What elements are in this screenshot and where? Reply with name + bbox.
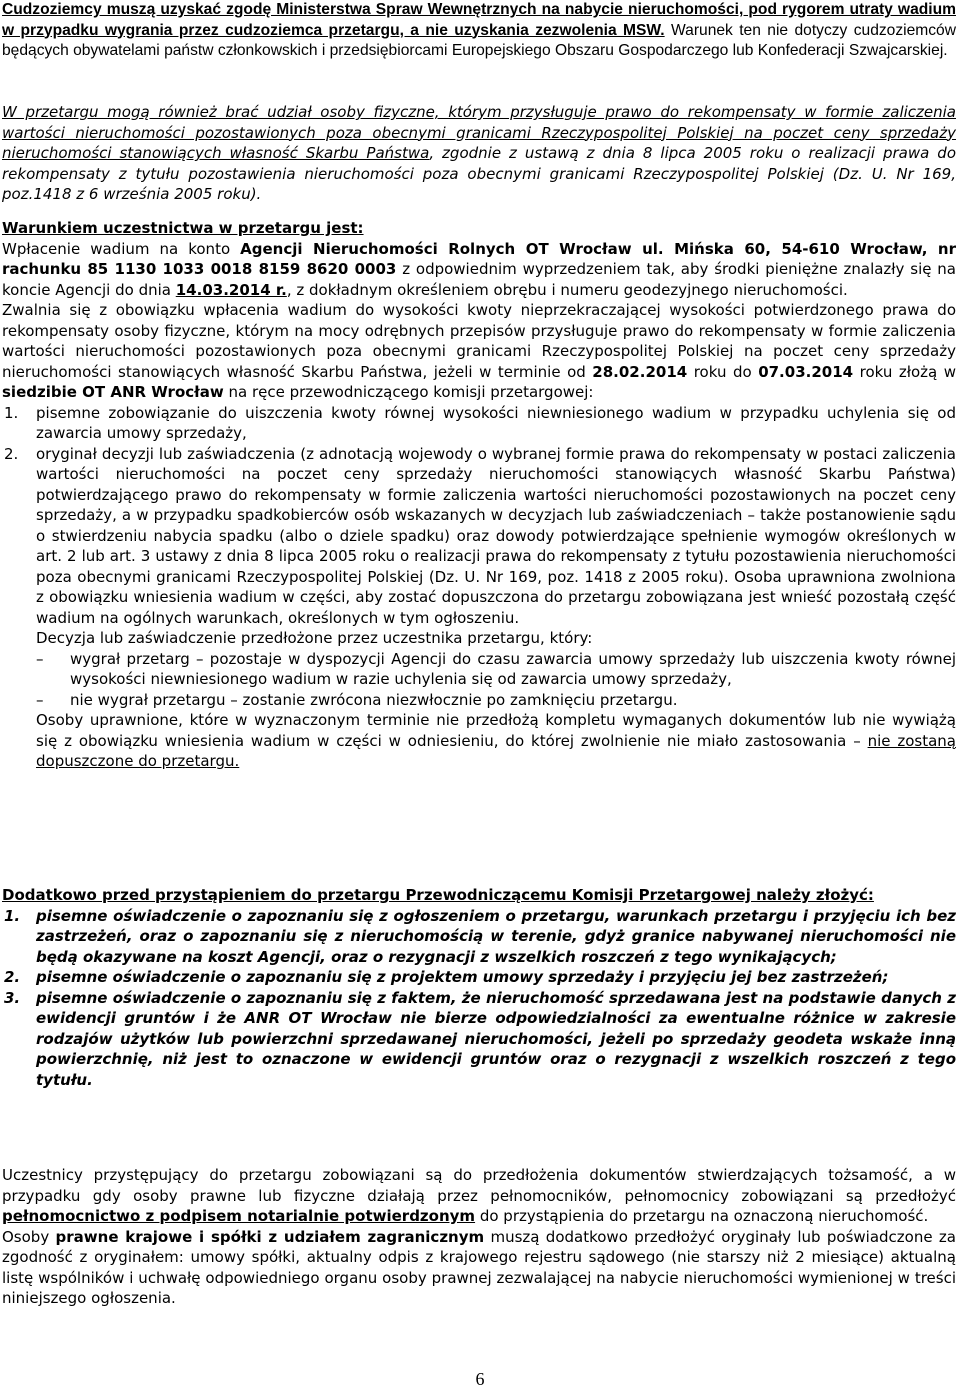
exemption-date-to: 07.03.2014 [758,362,854,381]
wadium-paragraph [2,239,956,301]
conditions-section [2,218,956,772]
foreigners-paragraph [2,0,956,62]
compensation-rest-text: , zgodnie z ustawą z dnia 8 lipca 2005 roku o realizacji prawa do rekompensaty z tytułu pozostawienia nieruchomości poza obecnymi granicami Rzeczypospolitej Polskiej (Dz. U. Nr 169, poz.1418 z 6 września 2005 roku). [2,144,957,203]
decision-intro: Decyzja lub zaświadczenie przedłożone przez uczestnika przetargu, który: [36,629,593,647]
legal-text-b: muszą dodatkowo przedłożyć oryginały lub poświadczone za zgodność z oryginałem: umowy spółki, aktualny odpis z krajowego rejestru sądowego (nie starszy niż 2 miesiące) aktualną listę wspólników i uchwałę odpowiedniego organu osoby prawnej zezwalającej na nabycie nieruchomości wymienionej w treści niniejszego ogłoszenia. [2,1227,956,1307]
additional-heading: Dodatkowo przed przystąpieniem do przetargu Przewodniczącemu Komisji Przetargowej należy złożyć: [2,886,874,904]
final-section [2,1165,956,1309]
list-item-text: oryginał decyzji lub zaświadczenia (z adnotacją wojewody o wybranej formie prawa do rekompensaty w postaci zaliczenia wartości nieruchomości na poczet ceny sprzedaży nieruchomości stanowiących własność Skarbu Państwa) potwierdzającego prawo do rekompensaty w formie zaliczenia wartości nieruchomości pozostawionych na poczet ceny sprzedaży, a w przypadku spadkobierców osób wskazanych w decyzjach lub zaświadczeniach – także postanowienie sądu o stwierdzeniu nabycia spadku (albo o dziele spadku) oraz dowody potwierdzające spełnienie wymogów określonych w art. 2 lub art. 3 ustawy z dnia 8 lipca 2005 roku o realizacji prawa do rekompensaty z tytułu pozostawienia nieruchomości poza obecnymi granicami Rzeczypospolitej Polskiej (Dz. U. Nr 169, poz. 1418 z 2005 roku). Osoba uprawniona zwolniona z obowiązku wniesienia wadium w części, aby zostać dopuszczona do przetargu zobowiązana jest wnieść pozostałą część wadium na ogólnych warunkach, określonych w tym ogłoszeniu. [36,444,956,627]
identity-text-a: Uczestnicy przystępujący do przetargu zobowiązani są do przedłożenia dokumentów stwierdzających tożsamość, a w przypadku gdy osoby prawne lub fizyczne działają przez pełnomocników, pełnomocnicy zobowiązani są przedłożyć [2,1166,956,1205]
wadium-text-c: , z dokładnym określeniem obrębu i numeru geodezyjnego nieruchomości. [286,280,848,299]
power-of-attorney: pełnomocnictwo z podpisem notarialnie potwierdzonym [2,1207,476,1225]
conditions-heading: Warunkiem uczestnictwa w przetargu jest: [2,219,364,237]
legal-entities-paragraph [2,1227,956,1309]
list-item [2,988,956,1091]
list-item [2,906,956,968]
wadium-text-b: z odpowiednim wyprzedzeniem tak, aby środki pieniężne znalazły się na koncie Agencji do dnia [2,260,956,299]
dash-item-text: nie wygrał przetargu – zostanie zwrócona niezwłocznie po zamknięciu przetargu. [70,690,678,709]
wadium-deadline: 14.03.2014 r. [175,280,287,299]
wadium-text-a: Wpłacenie wadium na konto [2,239,241,258]
not-admitted-text: Osoby uprawnione, które w wyznaczonym terminie nie przedłożą kompletu wymaganych dokumentów lub nie wywiążą się z obowiązku wniesienia wadium w części w odniesieniu, do której zwolnienie nie miało zastosowania – [36,711,956,750]
list-item-text: pisemne oświadczenie o zapoznaniu się z ogłoszeniem o przetargu, warunkach przetargu i przyjęciu ich bez zastrzeżeń, oraz o zapoznaniu się z nieruchomością w terenie, gdyż granice nabywanej nieruchomości nie będą okazywane na koszt Agencji, oraz o rezygnacji z wszelkich roszczeń z tego wynikających; [36,906,956,966]
list-item-number: 2. [4,968,21,986]
list-item-text: pisemne oświadczenie o zapoznaniu się z faktem, że nieruchomość sprzedawana jest na podstawie danych z ewidencji gruntów i że ANR OT Wrocław nie bierze odpowiedzialności za ewentualne różnice w zakresie rodzajów użytków lub powierzchni sprzedawanej nieruchomości, jeżeli po sprzedaży geodeta wskaże inną powierzchnię, niż jest to oznaczone w ewidencji gruntów oraz o rezygnacji z wszelkich roszczeń z tego tytułu. [36,988,956,1089]
dash-list-item [2,649,956,690]
foreigners-rest-text: Warunek ten nie dotyczy cudzoziemców będących obywatelami państw członkowskich i przedsiębiorcami Europejskiego Obszaru Gospodarczego lub Konfederacji Szwajcarskiej. [2,21,956,59]
not-admitted-underlined: nie zostaną dopuszczone do przetargu. [36,731,956,770]
list-item [2,967,956,988]
list-item-text: pisemne oświadczenie o zapoznaniu się z projektem umowy sprzedaży i przyjęciu jej bez zastrzeżeń; [36,968,889,986]
compensation-underlined-text: W przetargu mogą również brać udział osoby fizyczne, którym przysługuje prawo do rekompensaty w formie zaliczenia wartości nieruchomości pozostawionych poza obecnymi granicami Rzeczypospolitej Polskiej na poczet ceny sprzedaży nieruchomości stanowiących własność Skarbu Państwa [2,103,956,162]
identity-text-b: do przystąpienia do przetargu na oznaczoną nieruchomość. [475,1207,929,1225]
legal-text-a: Osoby [2,1227,56,1246]
dash-list-item [2,690,956,711]
exemption-place: siedzibie OT ANR Wrocław [2,383,224,401]
foreigners-bold-text: Cudzoziemcy muszą uzyskać zgodę Ministerstwa Spraw Wewnętrznych na nabycie nieruchomości, pod rygorem utraty wadium w przypadku wygrania przez cudzoziemca przetargu, a nie uzyskania zezwolenia MSW. [2,1,956,39]
exemption-date-from: 28.02.2014 [592,362,688,381]
list-item-number: 3. [4,988,21,1007]
legal-entities-bold: prawne krajowe i spółki z udziałem zagranicznym [55,1227,485,1246]
compensation-paragraph [2,102,956,205]
list-item [2,403,956,444]
dash-mark: – [36,690,44,709]
exemption-text-c: roku złożą w [853,362,957,381]
additional-section [2,885,956,1090]
dash-mark: – [36,649,44,668]
exemption-paragraph [2,300,956,403]
exemption-text-b: roku do [687,362,759,381]
not-admitted-paragraph [2,710,956,772]
list-item-number: 1. [4,906,21,925]
list-item [2,444,956,629]
page-number: 6 [475,1369,485,1389]
list-item-text: pisemne zobowiązanie do uiszczenia kwoty równej wysokości niewniesionego wadium w przypadku uchylenia się od zawarcia umowy sprzedaży, [36,403,956,442]
agency-account: Agencji Nieruchomości Rolnych OT Wrocław ul. Mińska 60, 54-610 Wrocław, nr rachunku 85 1130 1033 0018 8159 8620 0003 [2,239,956,278]
dash-item-text: wygrał przetarg – pozostaje w dyspozycji Agencji do czasu zawarcia umowy sprzedaży lub uiszczenia kwoty równej wysokości niewniesionego wadium w razie uchylenia się od zawarcia umowy sprzedaży, [70,649,956,688]
list-item-number: 2. [4,444,19,463]
exemption-text-a: Zwalnia się z obowiązku wpłacenia wadium do wysokości kwoty nieprzekraczającej wysokości potwierdzonego prawa do rekompensaty osoby fizyczne, którym na mocy odrębnych przepisów przysługuje prawo do rekompensaty w formie zaliczenia wartości nieruchomości pozostawionych poza obecnymi granicami Rzeczypospolitej Polskiej na poczet ceny sprzedaży nieruchomości stanowiących własność Skarbu Państwa, jeżeli w terminie od [2,301,956,381]
identity-paragraph [2,1165,956,1227]
exemption-text-d: na ręce przewodniczącego komisji przetargowej: [223,383,594,401]
list-item-number: 1. [4,403,19,422]
